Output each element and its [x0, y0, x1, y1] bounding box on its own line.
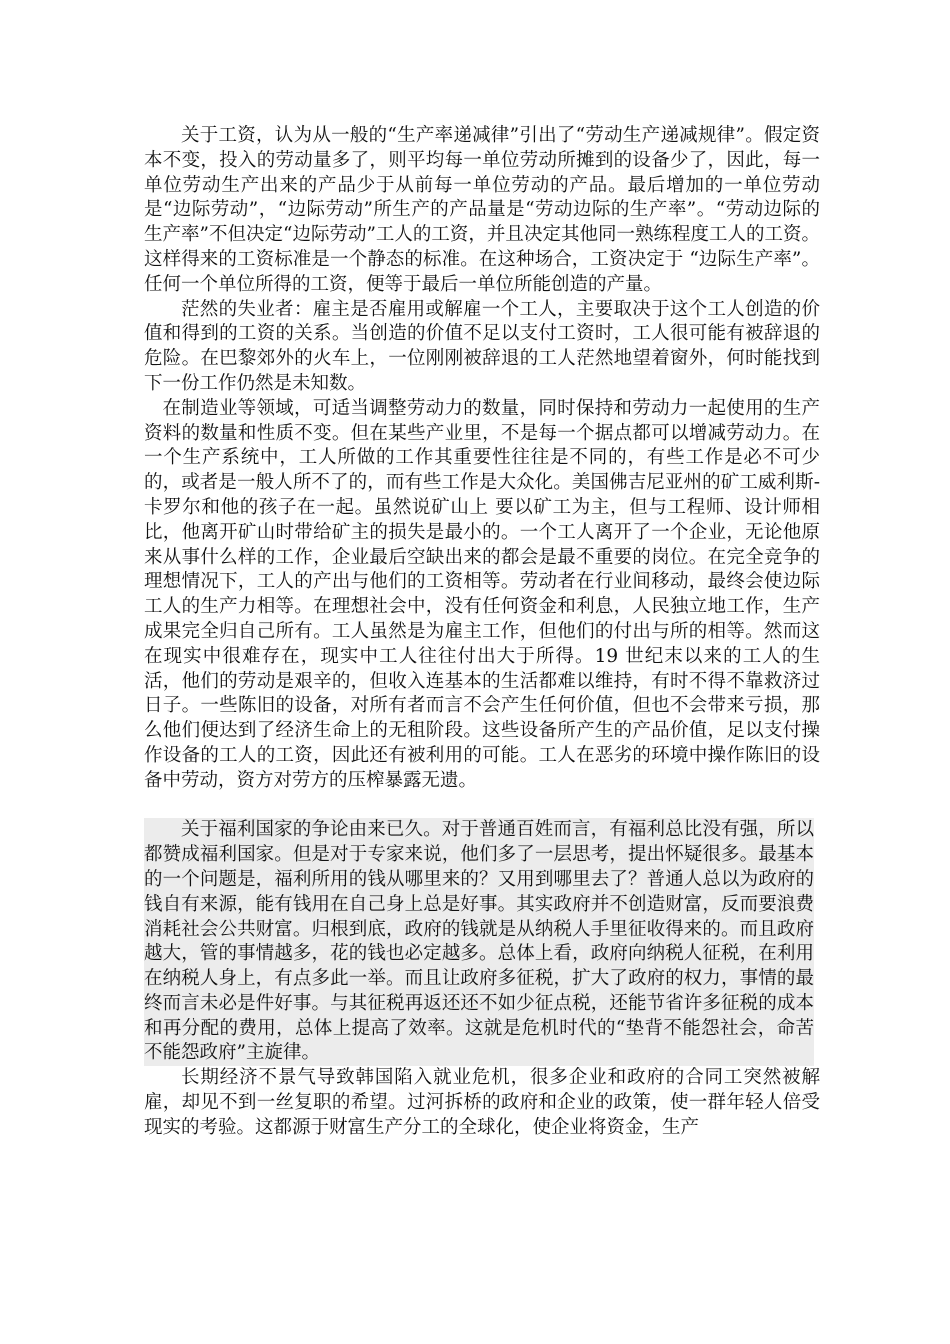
- paragraph-gap: [144, 794, 820, 819]
- paragraph-wages: 关于工资，认为从一般的“生产率递减律”引出了“劳动生产递减规律”。假定资本不变，投入的劳动量多了，则平均每一单位劳动所摊到的设备少了，因此，每一单位劳动生产出来的产品少于从前每一单位劳动的产品。最后增加的一单位劳动是“边际劳动”，“边际劳动”所生产的产品量是“劳动边际的生产率”。“劳动边际的生产率”不但决定“边际劳动”工人的工资，并且决定其他同一熟练程度工人的工资。这样得来的工资标准是一个静态的标准。在这种场合，工资决定于 “边际生产率”。任何一个单位所得的工资，便等于最后一单位所能创造的产量。: [144, 125, 820, 295]
- document-body: [144, 124, 820, 1141]
- paragraph-manufacturing: 在制造业等领域，可适当调整劳动力的数量，同时保持和劳动力一起使用的生产资料的数量和性质不变。但在某些产业里，不是每一个据点都可以增减劳动力。在一个生产系统中，工人所做的工作其重要性往往是不同的，有些工作是必不可少的，或者是一般人所不了的，而有些工作是大众化。美国佛吉尼亚州的矿工威利斯-卡罗尔和他的孩子在一起。虽然说矿山上 要以矿工为主，但与工程师、设计师相比，他离开矿山时带给矿主的损失是最小的。一个工人离开了一个企业，无论他原来从事什么样的工作，企业最后空缺出来的都会是最不重要的岗位。在完全竞争的理想情况下，工人的产出与他们的工资相等。劳动者在行业间移动，最终会使边际工人的生产力相等。在理想社会中，没有任何资金和利息，人民独立地工作，生产成果完全归自己所有。工人虽然是为雇主工作，但他们的付出与所的相等。然而这在现实中很难存在，现实中工人往往付出大于所得。19 世纪末以来的工人的生活，他们的劳动是艰辛的，但收入连基本的生活都难以维持，有时不得不靠救济过日子。一些陈旧的设备，对所有者而言不会产生任何价值，但也不会带来亏损，那么他们便达到了经济生命上的无租阶段。这些设备所产生的产品价值，足以支付操作设备的工人的工资，因此还有被利用的可能。工人在恶劣的环境中操作陈旧的设备中劳动，资方对劳方的压榨暴露无遗。: [144, 397, 820, 791]
- highlighted-section: [144, 818, 814, 1066]
- paragraph-unemployed: 茫然的失业者：雇主是否雇用或解雇一个工人，主要取决于这个工人创造的价值和得到的工资的关系。当创造的价值不足以支付工资时，工人很可能有被辞退的危险。在巴黎郊外的火车上，一位刚刚被辞退的工人茫然地望着窗外，何时能找到下一份工作仍然是未知数。: [144, 298, 820, 394]
- paragraph-korea-employment: 长期经济不景气导致韩国陷入就业危机，很多企业和政府的合同工突然被解雇，却见不到一丝复职的希望。过河拆桥的政府和企业的政策，使一群年轻人倍受现实的考验。这都源于财富生产分工的全球化，使企业将资金，生产: [144, 1067, 820, 1138]
- paragraph-welfare-state: 关于福利国家的争论由来已久。对于普通百姓而言，有福利总比没有强，所以都赞成福利国家。但是对于专家来说，他们多了一层思考，提出怀疑很多。最基本的一个问题是，福利所用的钱从哪里来的？又用到哪里去了？普通人总以为政府的钱自有来源，能有钱用在自己身上总是好事。其实政府并不创造财富，反而要浪费消耗社会公共财富。归根到底，政府的钱就是从纳税人手里征收得来的。而且政府越大，管的事情越多，花的钱也必定越多。总体上看，政府向纳税人征税，在利用在纳税人身上，有点多此一举。而且让政府多征税，扩大了政府的权力，事情的最终而言未必是件好事。与其征税再返还还不如少征点税，还能节省许多征税的成本和再分配的费用，总体上提高了效率。这就是危机时代的“垫背不能怨社会，命苦不能怨政府”主旋律。: [144, 819, 814, 1064]
